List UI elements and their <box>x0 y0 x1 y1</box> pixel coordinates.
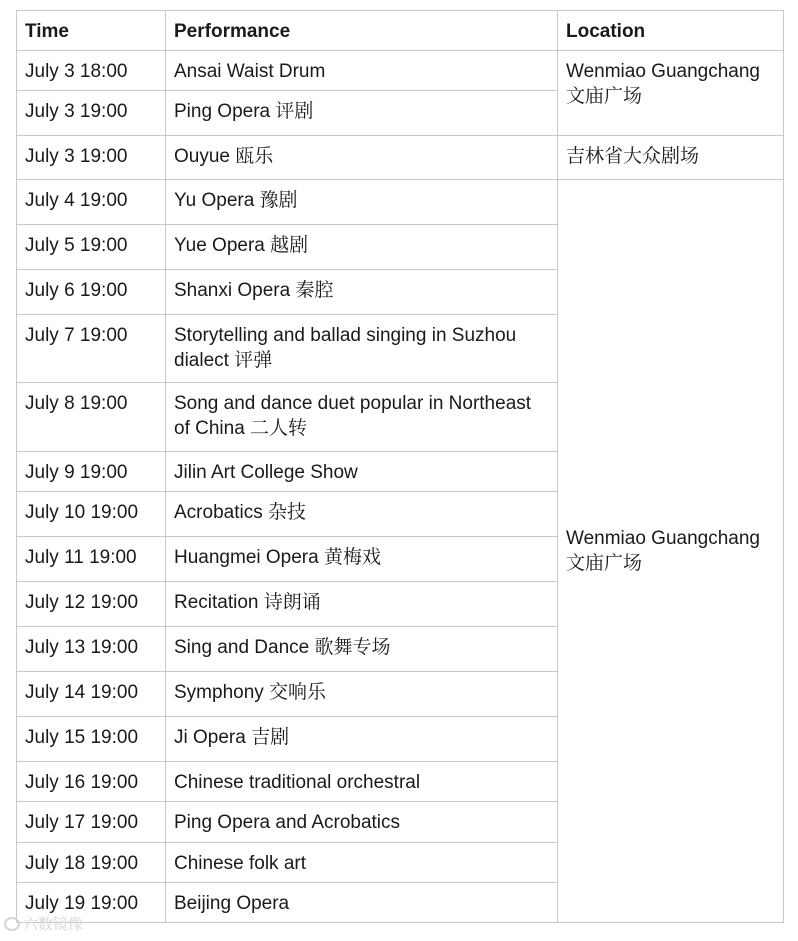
time-cell: July 17 19:00 <box>17 802 166 843</box>
performance-cell: Recitation 诗朗诵 <box>166 582 558 627</box>
performance-cell: Song and dance duet popular in Northeast of China 二人转 <box>166 383 558 452</box>
time-cell: July 7 19:00 <box>17 315 166 383</box>
table-row <box>17 51 784 91</box>
performance-cell: Beijing Opera <box>166 883 558 923</box>
location-cell: Wenmiao Guangchang 文庙广场 <box>558 51 784 136</box>
performance-cell: Sing and Dance 歌舞专场 <box>166 627 558 672</box>
location-cell: 吉林省大众剧场 <box>558 136 784 180</box>
performance-cell: Acrobatics 杂技 <box>166 492 558 537</box>
time-cell: July 16 19:00 <box>17 762 166 802</box>
time-cell: July 3 18:00 <box>17 51 166 91</box>
time-cell: July 5 19:00 <box>17 225 166 270</box>
time-cell: July 3 19:00 <box>17 136 166 180</box>
performance-cell: Ji Opera 吉剧 <box>166 717 558 762</box>
performance-cell: Chinese folk art <box>166 843 558 883</box>
schedule-table <box>16 10 784 923</box>
time-cell: July 3 19:00 <box>17 91 166 136</box>
time-cell: July 12 19:00 <box>17 582 166 627</box>
performance-cell: Shanxi Opera 秦腔 <box>166 270 558 315</box>
performance-cell: Ouyue 瓯乐 <box>166 136 558 180</box>
time-cell: July 18 19:00 <box>17 843 166 883</box>
performance-cell: Symphony 交响乐 <box>166 672 558 717</box>
performance-cell: Chinese traditional orchestral <box>166 762 558 802</box>
time-cell: July 10 19:00 <box>17 492 166 537</box>
time-cell: July 13 19:00 <box>17 627 166 672</box>
watermark <box>4 913 83 934</box>
table-row <box>17 136 784 180</box>
time-cell: July 14 19:00 <box>17 672 166 717</box>
performance-cell: Yu Opera 豫剧 <box>166 180 558 225</box>
time-cell: July 6 19:00 <box>17 270 166 315</box>
header-row <box>17 11 784 51</box>
time-cell: July 11 19:00 <box>17 537 166 582</box>
time-cell: July 8 19:00 <box>17 383 166 452</box>
table-row <box>17 180 784 225</box>
performance-cell: Ping Opera 评剧 <box>166 91 558 136</box>
time-cell: July 19 19:00 <box>17 883 166 923</box>
table-body <box>17 51 784 923</box>
time-header: Time <box>17 11 166 51</box>
performance-cell: Yue Opera 越剧 <box>166 225 558 270</box>
time-cell: July 4 19:00 <box>17 180 166 225</box>
time-cell: July 15 19:00 <box>17 717 166 762</box>
performance-cell: Storytelling and ballad singing in Suzhou dialect 评弹 <box>166 315 558 383</box>
location-header: Location <box>558 11 784 51</box>
performance-header: Performance <box>166 11 558 51</box>
performance-cell: Ansai Waist Drum <box>166 51 558 91</box>
performance-cell: Huangmei Opera 黄梅戏 <box>166 537 558 582</box>
watermark-text: 六数镜像 <box>23 915 84 933</box>
performance-cell: Ping Opera and Acrobatics <box>166 802 558 843</box>
time-cell: July 9 19:00 <box>17 452 166 492</box>
location-cell: Wenmiao Guangchang 文庙广场 <box>558 180 784 923</box>
performance-cell: Jilin Art College Show <box>166 452 558 492</box>
watermark-logo-icon <box>4 917 20 931</box>
